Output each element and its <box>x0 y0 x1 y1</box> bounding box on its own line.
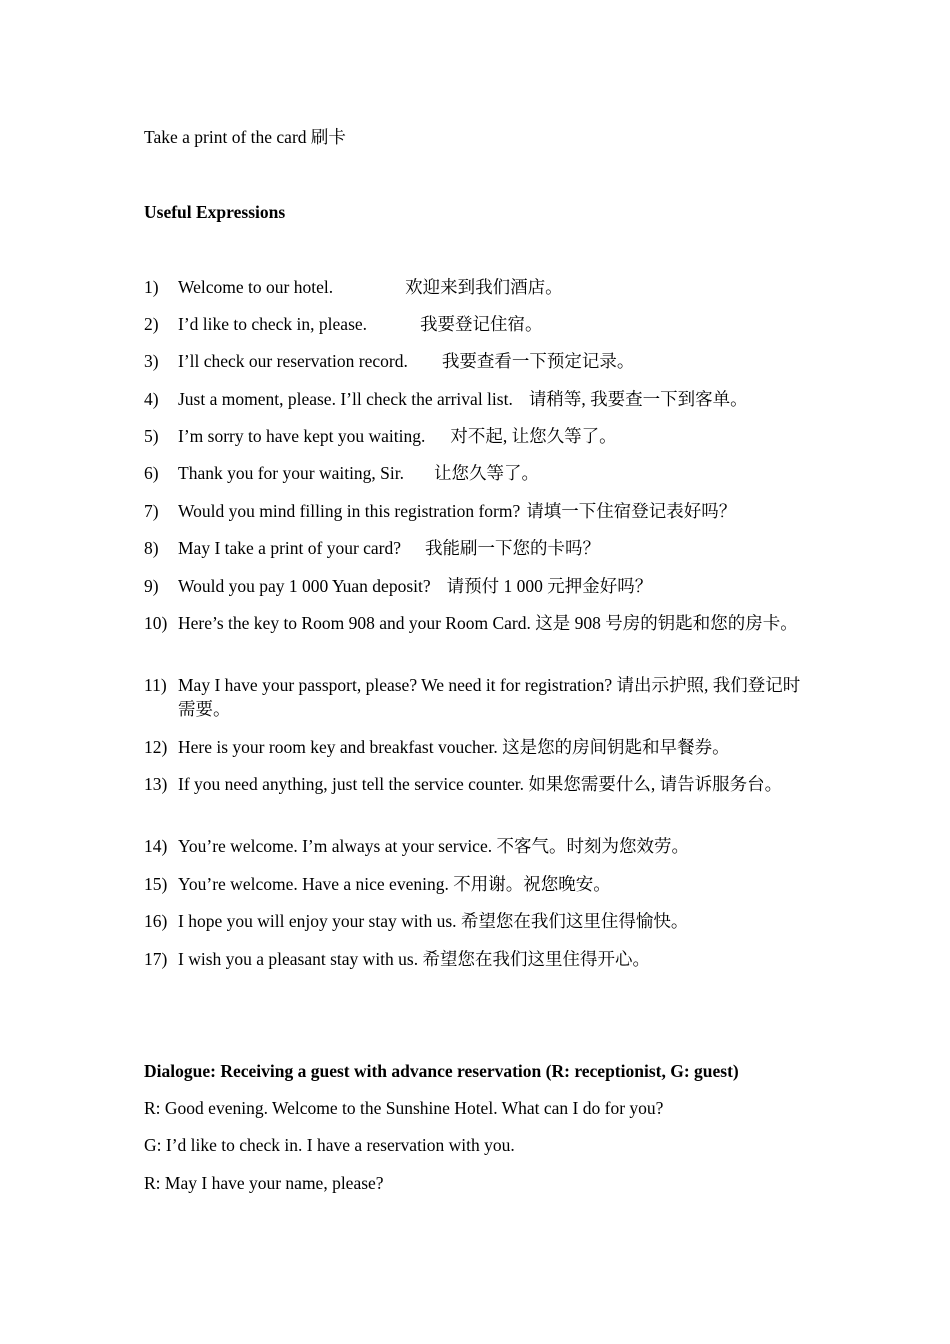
list-item-number: 16) <box>144 911 168 931</box>
dialogue-line: G: I’d like to check in. I have a reservation with you. <box>144 1135 515 1155</box>
list-item-english: Just a moment, please. I’ll check the arrival list. <box>178 389 513 409</box>
list-item <box>144 312 814 336</box>
dialogue-line: R: May I have your name, please? <box>144 1173 384 1193</box>
list-item-chinese: 我要查看一下预定记录。 <box>441 351 635 371</box>
list-item-english: I’m sorry to have kept you waiting. <box>178 426 426 446</box>
list-item <box>144 735 814 759</box>
list-item-chinese: 请出示护照, 我们登记时需要。 <box>178 675 801 719</box>
list-item-chinese: 这是 908 号房的钥匙和您的房卡。 <box>535 613 798 633</box>
list-item <box>144 499 814 523</box>
list-item-number: 2) <box>144 314 159 334</box>
list-item-number: 10) <box>144 613 168 633</box>
list-item <box>144 349 814 373</box>
list-item-chinese: 请预付 1 000 元押金好吗？ <box>446 576 653 596</box>
list-item <box>144 536 814 560</box>
list-item-english: If you need anything, just tell the service counter. <box>178 774 525 794</box>
list-item-chinese: 欢迎来到我们酒店。 <box>405 277 563 297</box>
dialogue-heading: Dialogue: Receiving a guest with advance reservation (R: receptionist, G: guest) <box>144 1061 739 1081</box>
list-item-chinese: 不用谢。祝您晚安。 <box>453 874 611 894</box>
list-item-number: 11) <box>144 675 167 695</box>
list-item-english: Would you pay 1 000 Yuan deposit? <box>178 576 431 596</box>
list-item <box>144 909 814 933</box>
list-item-english: I’d like to check in, please. <box>178 314 368 334</box>
list-item-english: I hope you will enjoy your stay with us. <box>178 911 457 931</box>
list-item <box>144 834 814 858</box>
list-item-english: Would you mind filling in this registration form? <box>178 501 521 521</box>
list-item <box>144 461 814 485</box>
list-item-chinese: 我能刷一下您的卡吗？ <box>425 538 601 558</box>
list-item-english: Thank you for your waiting, Sir. <box>178 463 405 483</box>
list-item <box>144 275 814 299</box>
list-item-number: 14) <box>144 836 168 856</box>
list-item-number: 4) <box>144 389 159 409</box>
list-item-number: 5) <box>144 426 159 446</box>
list-item-number: 6) <box>144 463 159 483</box>
list-item-chinese: 不客气。时刻为您效劳。 <box>496 836 689 856</box>
list-item-english: Here is your room key and breakfast voucher. <box>178 737 498 757</box>
list-item-number: 12) <box>144 737 168 757</box>
list-item <box>144 872 814 896</box>
list-item-english: I wish you a pleasant stay with us. <box>178 949 419 969</box>
list-item-chinese: 我要登记住宿。 <box>420 314 543 334</box>
list-item <box>144 387 814 411</box>
list-item-english: May I take a print of your card? <box>178 538 402 558</box>
list-item-english: You’re welcome. Have a nice evening. <box>178 874 449 894</box>
list-item-number: 7) <box>144 501 159 521</box>
list-item-chinese: 对不起, 让您久等了。 <box>450 426 617 446</box>
list-item-chinese: 希望您在我们这里住得愉快。 <box>460 911 689 931</box>
intro-line: Take a print of the card 刷卡 <box>144 127 346 147</box>
list-item-number: 17) <box>144 949 168 969</box>
useful-expressions-heading: Useful Expressions <box>144 202 286 222</box>
list-item <box>144 673 814 721</box>
list-item-number: 13) <box>144 774 168 794</box>
list-item <box>144 947 814 971</box>
list-item <box>144 772 814 796</box>
list-item <box>144 424 814 448</box>
list-item-chinese: 请填一下住宿登记表好吗？ <box>526 501 737 521</box>
list-item-chinese: 让您久等了。 <box>434 463 540 483</box>
list-item <box>144 611 814 635</box>
list-item <box>144 574 814 598</box>
list-item-number: 8) <box>144 538 159 558</box>
list-item-number: 1) <box>144 277 159 297</box>
dialogue-line: R: Good evening. Welcome to the Sunshine Hotel. What can I do for you? <box>144 1098 664 1118</box>
list-item-number: 9) <box>144 576 159 596</box>
list-item-english: You’re welcome. I’m always at your service. <box>178 836 493 856</box>
list-item-chinese: 希望您在我们这里住得开心。 <box>422 949 650 969</box>
list-item-chinese: 如果您需要什么, 请告诉服务台。 <box>528 774 783 794</box>
list-item-chinese: 这是您的房间钥匙和早餐券。 <box>502 737 730 757</box>
list-item-english: I’ll check our reservation record. <box>178 351 408 371</box>
list-item-english: Here’s the key to Room 908 and your Room Card. <box>178 613 531 633</box>
list-item-number: 3) <box>144 351 159 371</box>
list-item-chinese: 请稍等, 我要查一下到客单。 <box>528 389 748 409</box>
list-item-english: May I have your passport, please? We need it for registration? <box>178 675 613 695</box>
list-item-number: 15) <box>144 874 168 894</box>
list-item-english: Welcome to our hotel. <box>178 277 334 297</box>
